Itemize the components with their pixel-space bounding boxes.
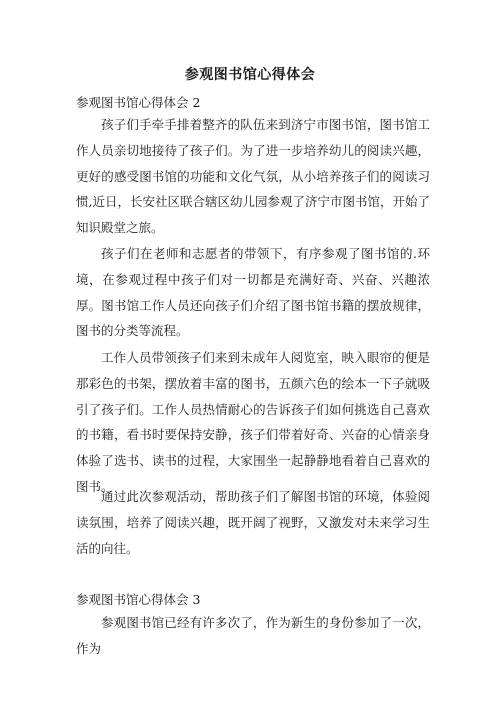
paragraph-2-3: 工作人员带领孩子们来到未成年人阅览室，映入眼帘的便是那彩色的书架，摆放着丰富的图书，五颜六色的绘本一下子就吸引了孩子们。工作人员热情耐心的告诉孩子们如何挑选自己喜欢的书籍，看书时要保持安静，孩子们带着好奇、兴奋的心情亲身体验了选书、读书的过程，大家围坐一起静静地看着自己喜欢的图书。 bbox=[76, 350, 430, 494]
paragraph-2-2: 孩子们在老师和志愿者的带领下，有序参观了图书馆的.环境，在参观过程中孩子们对一切都是充满好奇、兴奋、兴趣浓厚。图书馆工作人员还向孩子们介绍了图书馆书籍的摆放规律，图书的分类等流程。 bbox=[76, 246, 430, 339]
paragraph-2-1: 孩子们手牵手排着整齐的队伍来到济宁市图书馆，图书馆工作人员亲切地接待了孩子们。为了进一步培养幼儿的阅读兴趣，更好的感受图书馆的功能和文化气氛，从小培养孩子们的阅读习惯,近日，长安社区联合辖区幼儿园参观了济宁市图书馆，开始了知识殿堂之旅。 bbox=[76, 117, 430, 236]
section-heading-3: 参观图书馆心得体会 3 bbox=[76, 592, 201, 607]
paragraph-3-1: 参观图书馆已经有许多次了，作为新生的身份参加了一次，作为 bbox=[76, 615, 430, 656]
document-title: 参观图书馆心得体会 bbox=[184, 67, 316, 83]
paragraph-2-4: 通过此次参观活动，帮助孩子们了解图书馆的环境，体验阅读氛围，培养了阅读兴趣，既开阔了视野，又激发对未来学习生活的向往。 bbox=[76, 489, 430, 556]
section-heading-2: 参观图书馆心得体会 2 bbox=[76, 95, 201, 110]
